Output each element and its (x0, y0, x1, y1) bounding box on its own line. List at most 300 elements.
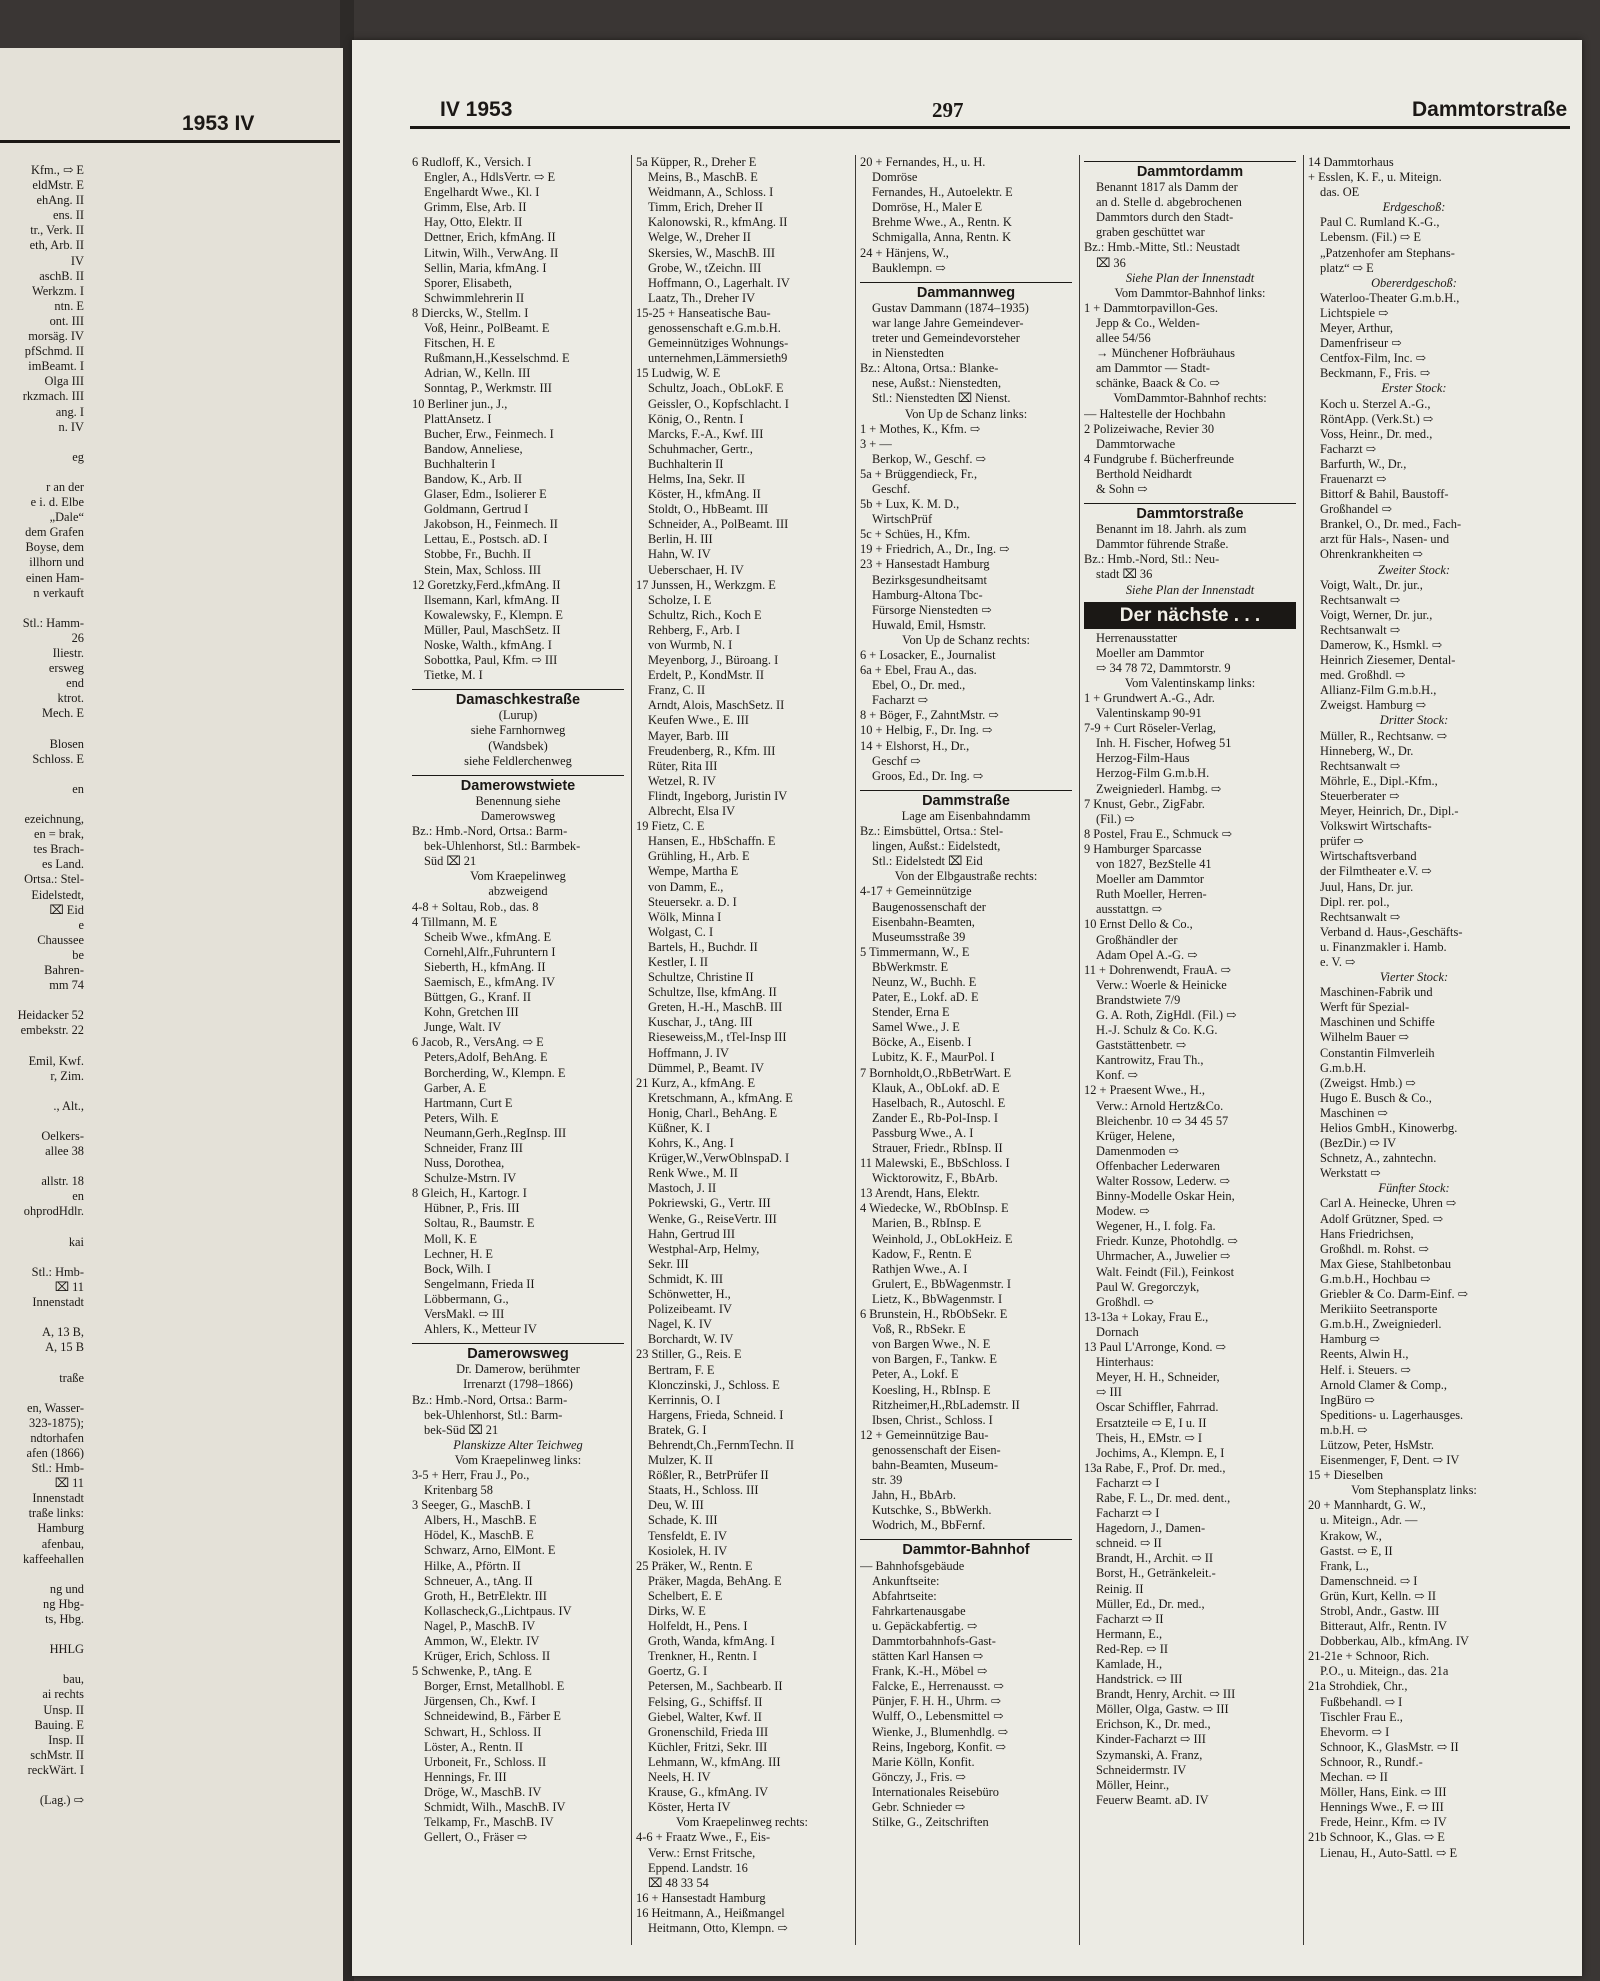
directory-entry: 10 + Helbig, F., Dr. Ing. ⇨ (860, 723, 993, 738)
directory-entry: Nagel, K. IV (648, 1317, 712, 1332)
directory-entry: Internationales Reisebüro (872, 1784, 999, 1799)
directory-entry: Bleichenbr. 10 ⇨ 34 45 57 (1096, 1113, 1229, 1128)
street-heading: Damaschkestraße (412, 689, 624, 708)
directory-entry: von 1827, BezStelle 41 (1096, 857, 1212, 872)
directory-entry: 5a + Brüggendieck, Fr., (860, 466, 978, 481)
directory-entry: Lebensm. (Fil.) ⇨ E (1320, 230, 1421, 245)
directory-entry: Hugo E. Busch & Co., (1320, 1090, 1432, 1105)
clipped-entry: Blosen (49, 736, 84, 751)
clipped-entry (0, 767, 84, 782)
directory-entry: Krüger,W.,VerwOblnspaD. I (648, 1151, 790, 1166)
directory-entry: 7-9 + Curt Röseler-Verlag, (1084, 721, 1216, 736)
clipped-entry: mm 74 (49, 978, 84, 993)
clipped-entry: Innenstadt (32, 1491, 84, 1506)
directory-entry: Kantrowitz, Frau Th., (1096, 1053, 1204, 1068)
clipped-entry: Bauing. E (34, 1717, 84, 1732)
directory-entry: Klauk, A., ObLokf. aD. E (872, 1080, 1000, 1095)
directory-entry: Feuerw Beamt. aD. IV (1096, 1792, 1209, 1807)
directory-entry: Juul, Hans, Dr. jur. (1320, 879, 1414, 894)
clipped-entry (0, 601, 84, 616)
clipped-entry: „Dale“ (49, 510, 84, 525)
directory-entry: Bz.: Hmb.-Nord, Stl.: Neu- (1084, 552, 1220, 567)
directory-entry: 12 Goretzky,Ferd.,kfmAng. II (412, 577, 561, 592)
directory-entry: 3 Seeger, G., MaschB. I (412, 1498, 531, 1513)
directory-entry: 5c + Schües, H., Kfm. (860, 527, 971, 542)
directory-entry: Bz.: Hmb.-Nord, Ortsa.: Barm- (412, 824, 568, 839)
directory-entry: Krakow, W., (1320, 1528, 1382, 1543)
directory-entry: platz“ ⇨ E (1320, 260, 1374, 275)
directory-entry: Maschinen-Fabrik und (1320, 985, 1433, 1000)
directory-entry: Hennings Wwe., F. ⇨ III (1320, 1800, 1444, 1815)
directory-entry: Köster, Herta IV (648, 1800, 731, 1815)
directory-entry: treter und Gemeindevorsteher (872, 331, 1020, 346)
clipped-entry (0, 1778, 84, 1793)
right-page (352, 40, 1582, 1976)
directory-entry: das. OE (1320, 185, 1360, 200)
directory-entry: Bittorf & Bahil, Baustoff- (1320, 487, 1449, 502)
directory-entry: Bezirksgesundheitsamt (872, 572, 987, 587)
directory-entry: 4 Fundgrube f. Bücherfreunde (1084, 451, 1235, 466)
directory-entry: Falcke, E., Herrenausst. ⇨ (872, 1679, 1004, 1694)
clipped-entry (0, 797, 84, 812)
directory-entry: Sengelmann, Frieda II (424, 1276, 535, 1291)
directory-entry: Adam Opel A.-G. ⇨ (1096, 947, 1198, 962)
directory-entry: Mechan. ⇨ II (1320, 1770, 1388, 1785)
clipped-entry (0, 721, 84, 736)
directory-entry: Petersen, M., Sachbearb. II (648, 1679, 783, 1694)
directory-entry: Ahlers, K., Metteur IV (424, 1322, 537, 1337)
directory-entry: Dammtorbahnhofs-Gast- (872, 1634, 996, 1648)
directory-entry: Gemeinnütziges Wohnungs- (648, 336, 789, 351)
directory-entry: Valentinskamp 90-91 (1096, 706, 1202, 721)
directory-entry: 5b + Lux, K. M. D., (860, 497, 960, 512)
clipped-entry: ng und (49, 1581, 84, 1596)
directory-entry: 13 Paul L'Arronge, Kond. ⇨ (1084, 1340, 1227, 1355)
clipped-entry: Emil, Kwf. (28, 1053, 84, 1068)
street-heading: Damerowstwiete (412, 775, 624, 794)
directory-entry: Uhrmacher, A., Juwelier ⇨ (1096, 1249, 1231, 1264)
directory-entry: Schulze-Mstrn. IV (424, 1171, 517, 1186)
section-note: siehe Feldlerchenweg (464, 753, 572, 768)
directory-entry: Hennings, Fr. III (424, 1769, 507, 1784)
directory-entry: Barfurth, W., Dr., (1320, 456, 1407, 471)
street-heading: Dammannweg (860, 282, 1072, 301)
directory-entry: Stoldt, O., HbBeamt. III (648, 502, 769, 517)
directory-entry: 8 + Böger, F., ZahntMstr. ⇨ (860, 708, 999, 723)
directory-entry: Brandt, H., Archit. ⇨ II (1096, 1551, 1214, 1566)
italic-note: Planskizze Alter Teichweg (453, 1437, 583, 1452)
directory-entry: 6 Jacob, R., VersAng. ⇨ E (412, 1035, 544, 1050)
directory-entry: Paul C. Rumland K.-G., (1320, 215, 1440, 230)
directory-entry: Buchhalterin I (424, 456, 496, 471)
directory-entry: Krüger, Erich, Schloss. II (424, 1649, 551, 1664)
clipped-entry: ens. II (53, 208, 84, 223)
section-note: abzweigend (488, 884, 548, 899)
directory-entry: Damenfriseur ⇨ (1320, 336, 1402, 351)
directory-entry: Hübner, P., Fris. III (424, 1201, 520, 1216)
italic-note: Erster Stock: (1381, 381, 1447, 396)
directory-entry: Werkstatt ⇨ (1320, 1166, 1381, 1181)
clipped-entry: afenbau, (41, 1536, 84, 1551)
directory-entry: Ebel, O., Dr. med., (872, 678, 966, 693)
directory-entry: Wilhelm Bauer ⇨ (1320, 1030, 1410, 1045)
directory-entry: Gustav Dammann (1874–1935) (872, 300, 1029, 315)
column-divider (1079, 155, 1080, 1945)
directory-entry: Skersies, W., MaschB. III (648, 245, 775, 260)
directory-entry: Engelhardt Wwe., Kl. I (424, 185, 540, 200)
clipped-entry: ., Alt., (53, 1098, 84, 1113)
clipped-entry: e i. d. Elbe (30, 495, 84, 510)
directory-entry: Dammtors durch den Stadt- (1096, 210, 1234, 225)
directory-entry: Ammon, W., Elektr. IV (424, 1634, 540, 1648)
clipped-entry: ohprodHdlr. (23, 1204, 84, 1219)
directory-entry: Erichson, K., Dr. med., (1096, 1717, 1211, 1732)
directory-entry: Flindt, Ingeborg, Juristin IV (648, 788, 788, 803)
directory-entry: Damerow, K., Hsmkl. ⇨ (1320, 638, 1443, 652)
clipped-entry: Unsp. II (43, 1702, 84, 1717)
directory-entry: Museumsstraße 39 (872, 929, 966, 944)
clipped-entry: Stl.: Hmb- (31, 1264, 84, 1279)
directory-entry: Erdelt, P., KondMstr. II (648, 668, 764, 683)
directory-entry: 19 Fietz, C. E (636, 819, 705, 834)
directory-entry: Wetzel, R. IV (648, 773, 716, 788)
directory-entry: Griebler & Co. Darm-Einf. ⇨ (1320, 1287, 1469, 1302)
clipped-entry: ai rechts (42, 1687, 84, 1702)
directory-entry: Tensfeldt, E. IV (648, 1528, 727, 1543)
directory-entry: Bartels, H., Buchdr. II (648, 939, 758, 954)
directory-entry: Hargens, Frieda, Schneid. I (648, 1407, 784, 1422)
directory-entry: ⌧ 36 (1096, 255, 1126, 270)
directory-entry: Voigt, Werner, Dr. jur., (1320, 607, 1433, 622)
directory-entry: Gastst. ⇨ E, II (1320, 1543, 1393, 1558)
section-note: Von der Elbgaustraße rechts: (894, 869, 1038, 884)
directory-entry: Adrian, W., Kelln. III (424, 366, 531, 381)
directory-entry: 21a Strohdiek, Chr., (1308, 1679, 1408, 1694)
directory-entry: Dettner, Erich, kfmAng. II (424, 230, 556, 245)
directory-column-4 (1084, 155, 1296, 1945)
directory-entry: m.b.H. ⇨ (1320, 1422, 1368, 1437)
directory-entry: Büttgen, G., Kranf. II (424, 990, 532, 1005)
directory-entry: Ilsemann, Karl, kfmAng. II (424, 592, 560, 607)
directory-entry: Tietke, M. I (424, 668, 483, 683)
directory-entry: Sonntag, P., Werkmstr. III (424, 381, 552, 396)
directory-entry: Frank, L., (1320, 1558, 1369, 1573)
directory-entry: Binny-Modelle Oskar Hein, (1096, 1189, 1235, 1204)
directory-entry: Noske, Walth., kfmAng. I (424, 638, 552, 652)
directory-entry: 6a + Ebel, Frau A., das. (860, 663, 977, 678)
clipped-entry (0, 1038, 84, 1053)
directory-entry: H.-J. Schulz & Co. K.G. (1096, 1023, 1218, 1038)
directory-entry: Lienau, H., Auto-Sattl. ⇨ E (1320, 1845, 1458, 1860)
directory-entry: Westphal-Arp, Helmy, (648, 1241, 760, 1256)
directory-entry: Meyer, H. H., Schneider, (1096, 1370, 1220, 1385)
directory-entry: WirtschPrüf (872, 512, 933, 527)
column-divider (631, 155, 632, 1945)
directory-entry: Ritzheimer,H.,RbLademstr. II (872, 1397, 1020, 1412)
clipped-entry: A, 13 B, (42, 1325, 84, 1340)
directory-entry: Möller, Olga, Gastw. ⇨ III (1096, 1702, 1229, 1717)
directory-entry: Fahrkartenausgabe (872, 1603, 966, 1618)
directory-entry: Hilke, A., Pförtn. II (424, 1558, 521, 1573)
directory-entry: Hödel, K., MaschB. E (424, 1528, 534, 1543)
directory-entry: 15-25 + Hanseatische Bau- (636, 305, 771, 320)
directory-entry: lingen, Außst.: Eidelstedt, (872, 839, 1001, 854)
directory-entry: G.m.b.H., Hochbau ⇨ (1320, 1271, 1431, 1286)
directory-entry: Freudenberg, R., Kfm. III (648, 743, 776, 758)
italic-note: Zweiter Stock: (1378, 562, 1450, 577)
section-note: Vom Kraepelinweg rechts: (676, 1815, 808, 1830)
clipped-entry: reckWärt. I (27, 1762, 84, 1777)
directory-entry: Neels, H. IV (648, 1770, 711, 1785)
directory-entry: 4-17 + Gemeinnützige (860, 884, 972, 899)
clipped-entry: pfSchmd. II (24, 344, 84, 359)
directory-column-2 (636, 155, 848, 1945)
directory-entry: Stl.: Nienstedten ⌧ Nienst. (872, 391, 1011, 406)
directory-entry: Facharzt ⇨ I (1096, 1506, 1160, 1521)
directory-entry: Reins, Ingeborg, Konfit. ⇨ (872, 1739, 1007, 1754)
directory-entry: 4-6 + Fraatz Wwe., F., Eis- (636, 1830, 771, 1845)
directory-entry: Kestler, I. II (648, 954, 709, 969)
directory-entry: Schwimmlehrerin II (424, 290, 525, 305)
clipped-entry: kai (68, 1234, 84, 1249)
clipped-entry: ⌧ 11 (54, 1279, 84, 1294)
directory-entry: u. Gepäckabfertig. ⇨ (872, 1618, 978, 1633)
directory-entry: „Patzenhofer am Stephans- (1320, 245, 1455, 260)
directory-entry: Jahn, H., BbArb. (872, 1488, 956, 1503)
clipped-entry: Hamburg (37, 1521, 84, 1536)
directory-entry: Zweigniederl. Hambg. ⇨ (1096, 781, 1222, 796)
directory-entry: Borchardt, W. IV (648, 1332, 734, 1347)
directory-entry: Schneidewind, B., Färber E (424, 1709, 561, 1724)
directory-entry: Schmidt, Wilh., MaschB. IV (424, 1800, 566, 1815)
directory-entry: Meyenborg, J., Büroang. I (648, 653, 779, 668)
directory-entry: Löbbermann, G., (424, 1291, 509, 1306)
directory-entry: (Zweigst. Hmb.) ⇨ (1320, 1075, 1416, 1090)
clipped-entry: ⌧ 11 (54, 1476, 84, 1491)
directory-entry: Facharzt ⇨ (1320, 441, 1377, 456)
directory-entry: Glaser, Edm., Isolierer E (424, 487, 547, 502)
directory-entry: Müller, Ed., Dr. med., (1096, 1596, 1205, 1611)
directory-entry: RöntApp. (Verk.St.) ⇨ (1320, 411, 1434, 426)
directory-entry: Behrendt,Ch.,FernmTechn. II (648, 1437, 795, 1452)
directory-entry: Sporer, Elisabeth, (424, 275, 512, 290)
clipped-entry: ng Hbg- (43, 1596, 84, 1611)
directory-entry: Speditions- u. Lagerhausges. (1320, 1407, 1464, 1422)
clipped-entry (0, 1084, 84, 1099)
directory-entry: Wenke, G., ReiseVertr. III (648, 1211, 777, 1226)
directory-entry: Oscar Schiffler, Fahrrad. (1096, 1400, 1219, 1415)
clipped-entry: be (72, 947, 84, 962)
directory-entry: Stein, Max, Schloss. III (424, 562, 542, 577)
directory-entry: Ersatzteile ⇨ E, I u. II (1096, 1415, 1207, 1430)
directory-entry: Albrecht, Elsa IV (648, 804, 736, 819)
clipped-entry: Stl.: Hamm- (22, 615, 84, 630)
directory-entry: Heitmann, Otto, Klempn. ⇨ (648, 1920, 788, 1935)
directory-entry: Litwin, Wilh., VerwAng. II (424, 245, 559, 260)
header-rule (0, 140, 340, 143)
directory-entry: Felsing, G., Schiffsf. II (648, 1694, 763, 1709)
directory-entry: Hay, Otto, Elektr. II (424, 215, 523, 230)
directory-entry: 20 + Mannhardt, G. W., (1308, 1498, 1426, 1513)
directory-entry: Bock, Wilh. I (424, 1261, 491, 1276)
left-page-column (0, 163, 84, 1973)
directory-entry: Wegener, H., I. folg. Fa. (1096, 1219, 1216, 1234)
left-page-header: 1953 IV (182, 112, 255, 135)
clipped-entry: en (72, 781, 84, 796)
directory-entry: Schneider, A., PolBeamt. III (648, 517, 789, 532)
directory-entry: Mulzer, K. II (648, 1453, 713, 1468)
directory-entry: Neumann,Gerh.,RegInsp. III (424, 1125, 567, 1140)
directory-entry: 8 Diercks, W., Stellm. I (412, 305, 529, 320)
directory-entry: 14 + Elshorst, H., Dr., (860, 738, 970, 753)
directory-entry: 21b Schnoor, K., Glas. ⇨ E (1308, 1830, 1445, 1845)
directory-entry: med. Großhdl. ⇨ (1320, 668, 1406, 683)
directory-entry: Wempe, Martha E (648, 864, 739, 879)
directory-entry: Großhdl. ⇨ (1096, 1294, 1154, 1309)
directory-entry: Brehme Wwe., A., Rentn. K (872, 215, 1012, 230)
directory-entry: Mayer, Barb. III (648, 728, 729, 743)
clipped-entry: ang. I (55, 404, 84, 419)
directory-entry: Polizeibeamt. IV (648, 1302, 732, 1317)
advertisement-banner: Der nächste . . . (1084, 602, 1296, 629)
directory-entry: Scholze, I. E (648, 592, 712, 607)
clipped-entry: Innenstadt (32, 1295, 84, 1310)
directory-entry: Grimm, Else, Arb. II (424, 200, 527, 215)
directory-entry: Franz, C. II (648, 683, 706, 698)
directory-entry: 12 + Gemeinnützige Bau- (860, 1427, 989, 1442)
directory-entry: Brandstwiete 7/9 (1096, 992, 1181, 1007)
directory-entry: Ohrenkrankheiten ⇨ (1320, 547, 1423, 562)
clipped-entry (0, 1657, 84, 1672)
directory-entry: 14 Dammtorhaus (1308, 155, 1394, 169)
directory-entry: Wolgast, C. I (648, 924, 714, 939)
section-note: Irrenarzt (1798–1866) (463, 1377, 573, 1392)
directory-entry: Sellin, Maria, kfmAng. I (424, 260, 547, 275)
directory-entry: Schönwetter, H., (648, 1287, 731, 1302)
directory-entry: Moeller am Dammtor (1096, 645, 1205, 660)
directory-entry: Lehmann, W., kfmAng. III (648, 1754, 781, 1769)
section-note: Vom Dammtor-Bahnhof links: (1114, 285, 1266, 300)
directory-entry: 16 Heitmann, A., Heißmangel (636, 1905, 785, 1920)
directory-entry: 23 Stiller, G., Reis. E (636, 1347, 742, 1362)
directory-entry: am Dammtor — Stadt- (1096, 361, 1210, 376)
directory-entry: Hahn, W. IV (648, 547, 711, 562)
clipped-entry: allstr. 18 (41, 1174, 84, 1189)
directory-entry: 8 Gleich, H., Kartogr. I (412, 1186, 527, 1201)
directory-entry: Stender, Erna E (872, 1005, 950, 1020)
directory-entry: 1 + Mothes, K., Kfm. ⇨ (860, 421, 981, 436)
clipped-entry: Werkzm. I (32, 283, 84, 298)
clipped-entry: Chaussee (37, 932, 84, 947)
directory-entry: Sobottka, Paul, Kfm. ⇨ III (424, 653, 558, 668)
directory-entry: Schultz, Rich., Koch E (648, 607, 762, 622)
directory-entry: 17 Junssen, H., Werkzgm. E (636, 577, 776, 592)
directory-entry: P.O., u. Miteign., das. 21a (1320, 1664, 1449, 1679)
directory-entry: war lange Jahre Gemeindever- (872, 315, 1024, 330)
directory-entry: schneid. ⇨ II (1096, 1536, 1162, 1551)
directory-entry: 4-8 + Soltau, Rob., das. 8 (412, 899, 539, 914)
directory-entry: Timm, Erich, Dreher II (648, 200, 763, 215)
section-note: (Wandsbek) (488, 738, 548, 753)
directory-entry: Wodrich, M., BbFernf. (872, 1518, 986, 1533)
clipped-entry: Schloss. E (32, 751, 84, 766)
directory-entry: Schnoor, R., Rundf.- (1320, 1754, 1423, 1769)
directory-entry: Fußbehandl. ⇨ I (1320, 1694, 1403, 1709)
directory-entry: Jochims, A., Klempn. E, I (1096, 1445, 1225, 1460)
section-note: Von Up de Schanz rechts: (902, 632, 1030, 647)
directory-entry: Eisenmenger, F, Dent. ⇨ IV (1320, 1453, 1460, 1468)
clipped-entry: e (78, 917, 84, 932)
section-note: Lage am Eisenbahndamm (901, 808, 1031, 823)
directory-entry: 21-21e + Schnoor, Rich. (1308, 1649, 1430, 1664)
italic-note: Vierter Stock: (1379, 970, 1449, 985)
directory-entry: Telkamp, Fr., MaschB. IV (424, 1815, 554, 1830)
clipped-entry: imBeamt. I (28, 359, 84, 374)
directory-entry: bek-Uhlenhorst, Stl.: Barmbek- (424, 839, 581, 854)
directory-entry: Schnetz, A., zahntechn. (1320, 1151, 1437, 1166)
directory-entry: Inh. H. Fischer, Hofweg 51 (1096, 736, 1232, 751)
directory-entry: Hamburg-Altona Tbc- (872, 587, 983, 602)
clipped-entry: kaffeehallen (23, 1551, 84, 1566)
clipped-entry (0, 435, 84, 450)
directory-entry: Tischler Frau E., (1320, 1709, 1403, 1724)
directory-entry: (BezDir.) ⇨ IV (1320, 1136, 1397, 1151)
directory-entry: Bertram, F. E (648, 1362, 715, 1377)
directory-entry: Schneuer, A., tAng. II (424, 1573, 533, 1588)
directory-entry: Gebr. Schnieder ⇨ (872, 1800, 966, 1815)
directory-entry: Brankel, O., Dr. med., Fach- (1320, 517, 1462, 532)
directory-entry: Strauer, Friedr., RbInsp. II (872, 1141, 1003, 1155)
directory-entry: Krause, G., kfmAng. IV (648, 1785, 769, 1800)
directory-entry: Hamburg ⇨ (1320, 1332, 1381, 1347)
directory-entry: graben geschüttet war (1096, 225, 1205, 240)
directory-entry: Marcks, F.-A., Kwf. III (648, 426, 764, 441)
directory-entry: genossenschaft e.G.m.b.H. (648, 321, 781, 336)
clipped-entry: dem Grafen (25, 525, 84, 540)
directory-entry: Laatz, Th., Dreher IV (648, 290, 756, 305)
directory-entry: Grulert, E., BbWagenmstr. I (872, 1276, 1012, 1291)
directory-entry: Hoffmann, J. IV (648, 1045, 729, 1060)
right-page-header-left: IV 1953 (440, 98, 513, 121)
directory-entry: Fitschen, H. E (424, 336, 495, 351)
directory-entry: Schnoor, K., GlasMstr. ⇨ II (1320, 1739, 1459, 1754)
italic-note: Siehe Plan der Innenstadt (1125, 582, 1255, 597)
directory-entry: ausstattgn. ⇨ (1096, 902, 1163, 917)
clipped-entry: traße (59, 1370, 84, 1385)
directory-entry: Domröse (872, 170, 918, 185)
directory-entry: Helf. i. Steuers. ⇨ (1320, 1362, 1411, 1377)
directory-entry: 19 + Friedrich, A., Dr., Ing. ⇨ (860, 542, 1010, 557)
directory-column-1 (412, 155, 624, 1945)
directory-entry: Dipl. rer. pol., (1320, 894, 1390, 909)
column-divider (855, 155, 856, 1945)
clipped-entry: HHLG (49, 1642, 84, 1657)
directory-entry: Groos, Ed., Dr. Ing. ⇨ (872, 768, 984, 783)
directory-entry: Friedr. Kunze, Photohdlg. ⇨ (1096, 1234, 1238, 1249)
section-note: Vom Valentinskamp links: (1124, 675, 1256, 690)
directory-entry: Lubitz, K. F., MaurPol. I (872, 1050, 995, 1065)
directory-entry: Schmidt, K. III (648, 1271, 724, 1286)
directory-entry: Ankunftseite: (872, 1573, 940, 1588)
directory-entry: Passburg Wwe., A. I (872, 1125, 974, 1140)
directory-entry: Stilke, G., Zeitschriften (872, 1815, 989, 1830)
clipped-entry: traße links: (28, 1506, 84, 1521)
directory-entry: Verw.: Arnold Hertz&Co. (1096, 1098, 1224, 1113)
clipped-entry: morsäg. IV (28, 329, 84, 344)
directory-entry: Eisenbahn-Beamten, (872, 914, 975, 929)
directory-entry: Red-Rep. ⇨ II (1096, 1641, 1168, 1656)
directory-entry: Renk Wwe., M. II (648, 1166, 738, 1181)
